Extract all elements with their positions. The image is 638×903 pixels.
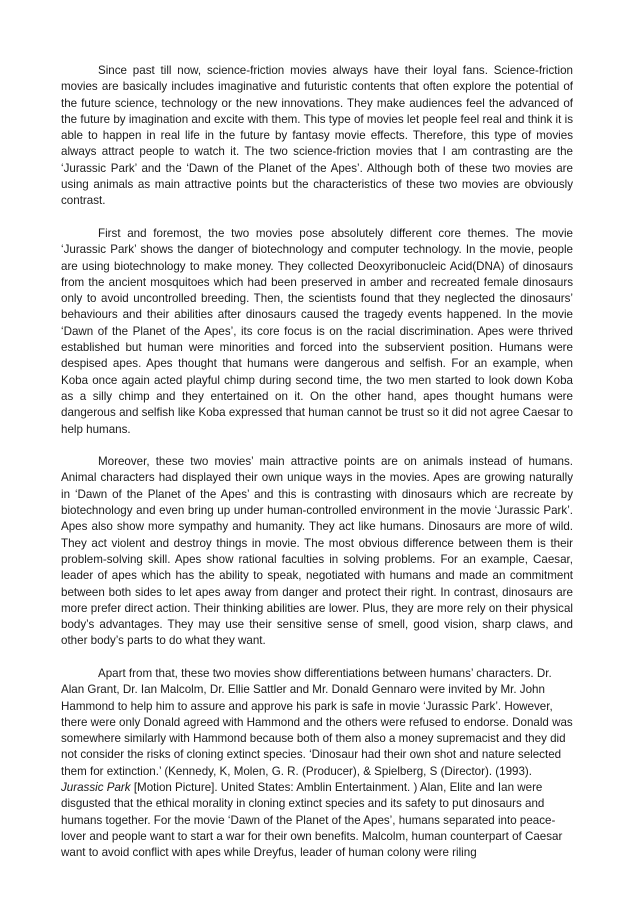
essay-paragraph-animals: Moreover, these two movies’ main attractive points are on animals instead of humans. Animal characters had displayed their own unique ways in the movies. Apes are growing naturally in ‘Dawn of the Planet of the Apes’ and this is contrasting with dinosaurs which are recreate by biotechnology and even bring up under human-controlled environment in the movie ‘Jurassic Park’. Apes also show more sympathy and humanity. They act like humans. Dinosaurs are more of wild. They act violent and destroy things in movie. The most obvious difference between them is their problem-solving skill. Apes show rational faculties in solving problems. For an example, Caesar, leader of apes which has the ability to speak, negotiated with humans and made an commitment between both sides to let apes away from danger and protect their right. In contrast, dinosaurs are more prefer direct action. Their thinking abilities are lower. Plus, they are more rely on their physical body’s advantages. They may use their sensitive sense of smell, good vision, sharp claws, and other body’s parts to do what they want. bbox=[61, 455, 573, 648]
essay-paragraph-intro: Since past till now, science-friction movies always have their loyal fans. Science-friction movies are basically includes imaginative and futuristic contents that often explore the potential of the future science, technology or the new innovations. They make audiences feel the advanced of the future by imagination and excite with them. This type of movies let people feel real and think it is able to happen in real life in the future by fantasy movie effects. Therefore, this type of movies always attract people to watch it. The two science-friction movies that I am contrasting are the ‘Jurassic Park’ and the ‘Dawn of the Planet of the Apes’. Although both of these two movies are using animals as main attractive points but the characteristics of these two movies are obviously contrast. bbox=[61, 64, 573, 208]
paragraph-text-before-citation: Apart from that, these two movies show differentiations between humans’ characters. Dr. Alan Grant, Dr. Ian Malcolm, Dr. Ellie Sattler and Mr. Donald Gennaro were invited by Mr. John Hammond to help him to assure and approve his park is safe in movie ‘Jurassic Park’. However, there were only Donald agreed with Hammond and the others were refused to endorse. Donald was somewhere similarly with Hammond because both of them also a money supremacist and they did not consider the risks of cloning extinct species. ‘Dinosaur had their own shot and nature selected them for extinction.’ (Kennedy, K, Molen, G. R. (Producer), & Spielberg, S (Director). (1993). bbox=[61, 666, 573, 778]
essay-paragraph-core-themes: First and foremost, the two movies pose absolutely different core themes. The movie ‘Jurassic Park’ shows the danger of biotechnology and computer technology. In the movie, people are using biotechnology to make money. They collected Deoxyribonucleic Acid(DNA) of dinosaurs from the ancient mosquitoes which had been preserved in amber and recreated female dinosaurs only to avoid uncontrolled breeding. Then, the scientists found that they neglected the dinosaurs’ behaviours and their abilities after dinosaurs caused the tragedy events happened. In the movie ‘Dawn of the Planet of the Apes’, its core focus is on the racial discrimination. Apes were thrived established but human were minorities and forced into the subservient position. Humans were despised apes. Apes thought that humans were dangerous and selfish. For an example, when Koba once again acted playful chimp during second time, the two men started to look down Koba as a silly chimp and they entertained on it. On the other hand, apes thought humans were dangerous and selfish like Koba expressed that human cannot be trust so it did not agree Caesar to help humans. bbox=[61, 226, 573, 436]
essay-paragraph-human-characters bbox=[61, 666, 573, 862]
paragraph-text-after-citation: [Motion Picture]. United States: Amblin Entertainment. ) Alan, Elite and Ian were disgusted that the ethical morality in cloning extinct species and its safety to put dinosaurs and humans together. For the movie ‘Dawn of the Planet of the Apes’, humans separated into peace-lover and people want to start a war for their own benefits. Malcolm, human counterpart of Caesar want to avoid conflict with apes while Dreyfus, leader of human colony were riling bbox=[61, 781, 563, 860]
cited-movie-title: Jurassic Park bbox=[61, 781, 131, 795]
document-page bbox=[61, 63, 573, 862]
